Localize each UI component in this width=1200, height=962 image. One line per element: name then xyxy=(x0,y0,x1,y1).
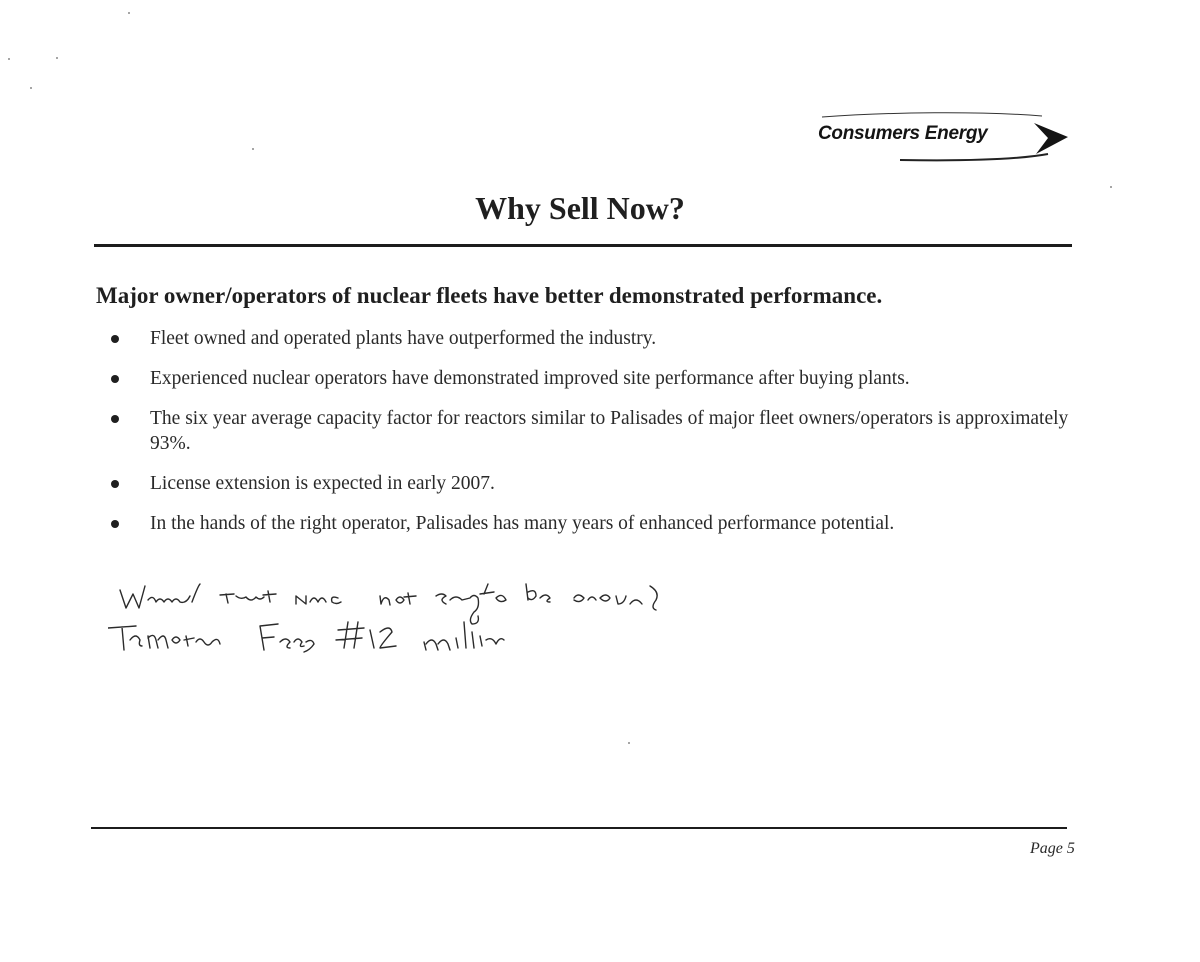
bullet-text: Fleet owned and operated plants have outperformed the industry. xyxy=(150,328,657,349)
handwritten-note xyxy=(108,578,688,653)
bullet-icon xyxy=(111,520,119,528)
bullet-text: The six year average capacity factor for reactors similar to Palisades of major fleet owners/operators is approximately 93%. xyxy=(150,408,1069,454)
scan-speck xyxy=(8,58,10,60)
bullet-icon xyxy=(111,415,119,423)
logo-wordmark: Consumers Energy xyxy=(818,123,988,144)
bullet-list xyxy=(107,326,1072,551)
bullet-item xyxy=(107,366,1072,391)
bullet-item xyxy=(107,471,1072,496)
bullet-item xyxy=(107,326,1072,351)
footer-divider xyxy=(91,827,1067,829)
bullet-item xyxy=(107,406,1072,456)
bullet-text: In the hands of the right operator, Palisades has many years of enhanced performance potential. xyxy=(150,513,895,534)
page-number: Page 5 xyxy=(1030,840,1075,857)
title-divider xyxy=(94,244,1072,247)
bullet-text: License extension is expected in early 2007. xyxy=(150,473,495,494)
scan-speck xyxy=(128,12,130,14)
bullet-item xyxy=(107,511,1072,536)
bullet-icon xyxy=(111,375,119,383)
scan-speck xyxy=(252,148,254,150)
section-heading: Major owner/operators of nuclear fleets have better demonstrated performance. xyxy=(96,283,883,308)
consumers-energy-logo xyxy=(810,108,1075,168)
scan-speck xyxy=(56,57,58,59)
bullet-icon xyxy=(111,335,119,343)
scan-speck xyxy=(1110,186,1112,188)
page-title: Why Sell Now? xyxy=(475,190,685,226)
scan-speck xyxy=(628,742,630,744)
bullet-text: Experienced nuclear operators have demonstrated improved site performance after buying plants. xyxy=(150,368,910,389)
bullet-icon xyxy=(111,480,119,488)
scan-speck xyxy=(30,87,32,89)
